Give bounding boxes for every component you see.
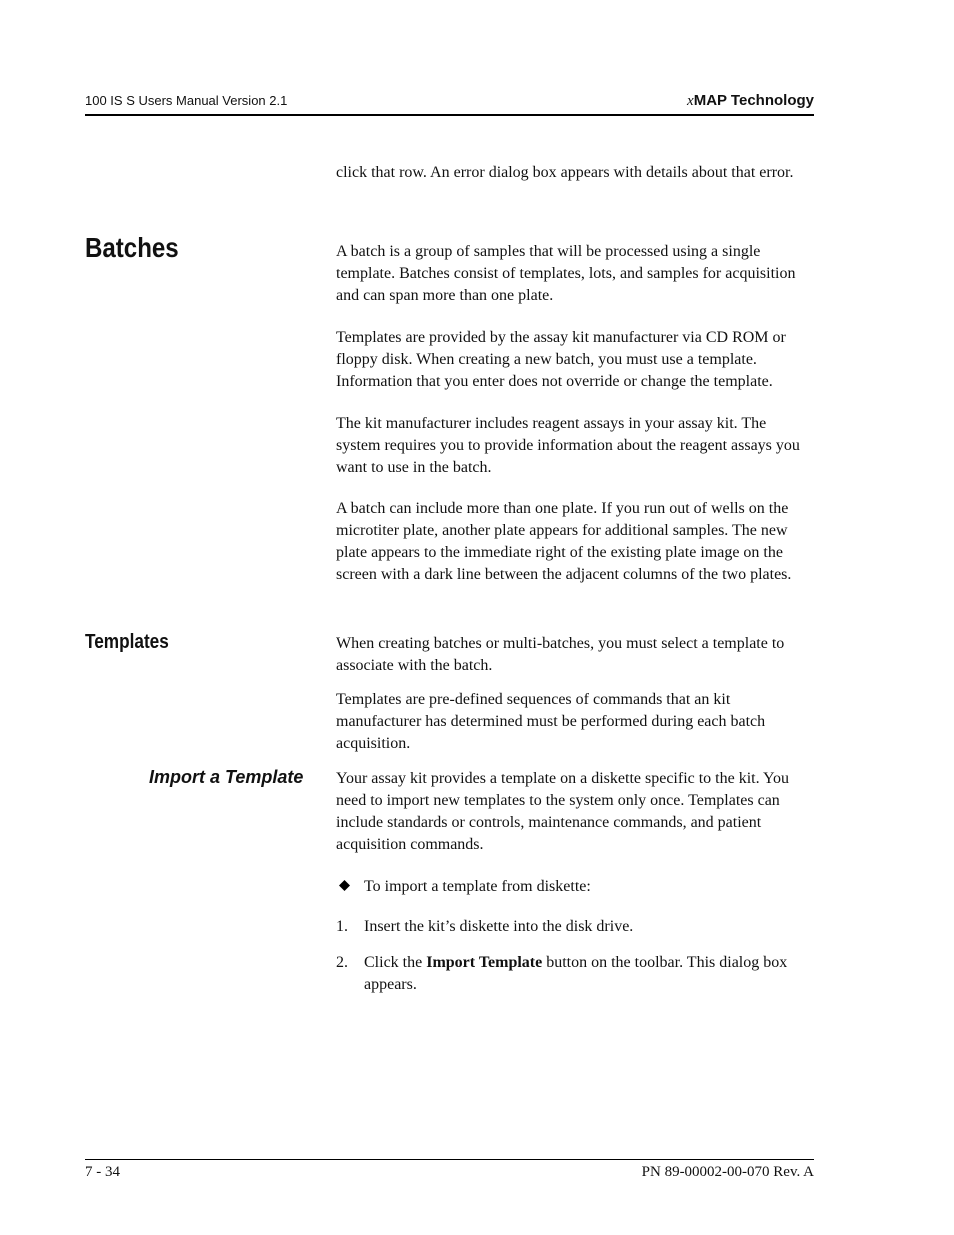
templates-paragraph-2: Templates are pre-defined sequences of commands that an kit manufacturer has determined must be performed during each batch acquisition. xyxy=(336,691,766,752)
batches-paragraph-3: The kit manufacturer includes reagent assays in your assay kit. The system requires you to provide information about the reagent assays you want to use in the batch. xyxy=(336,415,800,476)
step-2-text-before: Click the xyxy=(364,954,427,971)
intro-continuation: click that row. An error dialog box appears with details about that error. xyxy=(336,164,794,181)
part-number: PN 89-00002-00-070 Rev. A xyxy=(641,1164,814,1180)
header-product-prefix: x xyxy=(687,93,694,109)
procedure-title-text: To import a template from diskette: xyxy=(364,878,591,895)
import-template-paragraph: Your assay kit provides a template on a diskette specific to the kit. You need to import new templates to the system only once. Templates can include standards or controls, maintenance commands, and patient acquisition commands. xyxy=(336,770,789,853)
page-header xyxy=(85,90,814,116)
import-template-heading: Import a Template xyxy=(149,767,304,787)
import-template-button-name: Import Template xyxy=(426,954,543,971)
templates-heading: Templates xyxy=(85,631,169,653)
step-2-text xyxy=(364,952,814,996)
diamond-bullet-icon xyxy=(339,880,350,891)
header-manual-title: 100 IS S Users Manual Version 2.1 xyxy=(85,93,288,108)
step-2-number: 2. xyxy=(336,954,348,971)
batches-heading: Batches xyxy=(85,232,179,263)
step-2-text-after: button on the toolbar. This dialog box appears. xyxy=(364,954,788,993)
header-product-name xyxy=(687,92,814,110)
page-number: 7 - 34 xyxy=(85,1164,120,1180)
batches-paragraph-2: Templates are provided by the assay kit manufacturer via CD ROM or floppy disk. When creating a new batch, you must use a template. Information that you enter does not override or change the template. xyxy=(336,329,786,390)
batches-paragraph-1: A batch is a group of samples that will be processed using a single template. Batches consist of templates, lots, and samples for acquisition and can span more than one plate. xyxy=(336,243,796,304)
header-product-rest: MAP Technology xyxy=(693,92,814,109)
batches-paragraph-4: A batch can include more than one plate. If you run out of wells on the microtiter plate, another plate appears for additional samples. The new plate appears to the immediate right of the existing plate image on the screen with a dark line between the adjacent columns of the two plates. xyxy=(336,500,792,583)
step-1-number: 1. xyxy=(336,918,348,935)
page-footer xyxy=(85,1159,814,1180)
step-1-text: Insert the kit’s diskette into the disk drive. xyxy=(364,918,634,935)
templates-paragraph-1: When creating batches or multi-batches, you must select a template to associate with the batch. xyxy=(336,635,785,674)
